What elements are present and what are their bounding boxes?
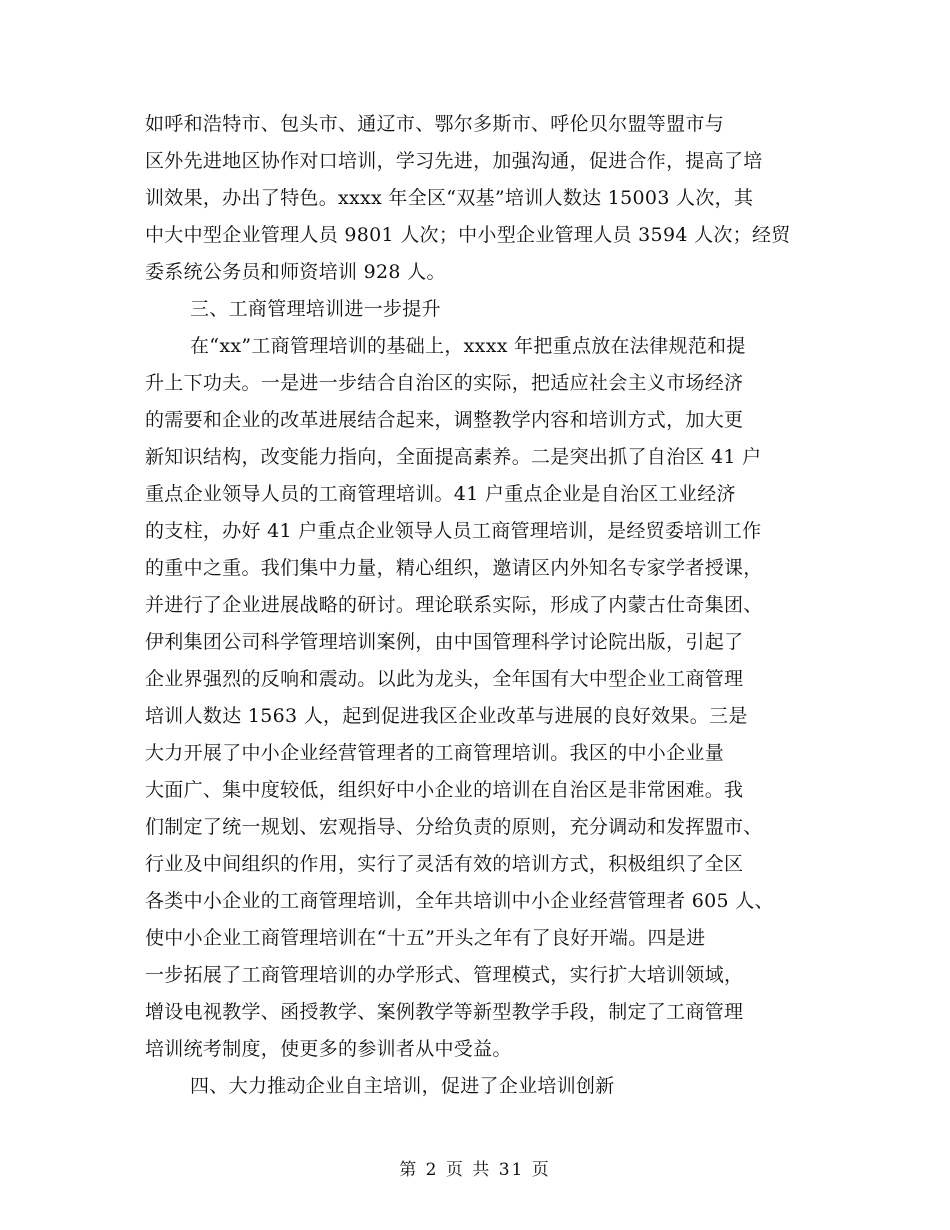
text-line: 的需要和企业的改革进展结合起来，调整教学内容和培训方式，加大更 [145,409,744,431]
text-line: 们制定了统一规划、宏观指导、分给负责的原则，充分调动和发挥盟市、 [145,816,763,838]
text-line: 并进行了企业进展战略的研讨。理论联系实际，形成了内蒙古仕奇集团、 [145,594,763,616]
text-line: 行业及中间组织的作用，实行了灵活有效的培训方式，积极组织了全区 [145,853,744,875]
section-heading: 四、大力推动企业自主培训，促进了企业培训创新 [190,1075,615,1097]
text-line: 一步拓展了工商管理培训的办学形式、管理模式，实行扩大培训领域， [145,964,744,986]
text-line: 新知识结构，改变能力指向，全面提高素养。二是突出抓了自治区 41 户 [145,446,762,468]
text-line: 企业界强烈的反响和震动。以此为龙头，全年国有大中型企业工商管理 [145,668,744,690]
text-line: 如呼和浩特市、包头市、通辽市、鄂尔多斯市、呼伦贝尔盟等盟市与 [145,113,725,135]
text-line: 在“xx”工商管理培训的基础上，xxxx 年把重点放在法律规范和提 [190,335,746,357]
text-line: 各类中小企业的工商管理培训，全年共培训中小企业经营管理者 605 人、 [145,890,774,912]
text-line: 升上下功夫。一是进一步结合自治区的实际，把适应社会主义市场经济 [145,372,744,394]
text-line: 重点企业领导人员的工商管理培训。41 户重点企业是自治区工业经济 [145,483,736,505]
text-line: 的支柱，办好 41 户重点企业领导人员工商管理培训，是经贸委培训工作 [145,520,762,542]
text-line: 伊利集团公司科学管理培训案例，由中国管理科学讨论院出版，引起了 [145,631,744,653]
text-line: 增设电视教学、函授教学、案例教学等新型教学手段，制定了工商管理 [145,1001,744,1023]
text-line: 大面广、集中度较低，组织好中小企业的培训在自治区是非常困难。我 [145,779,744,801]
page-number-footer: 第 2 页 共 31 页 [399,1160,551,1180]
text-line: 培训统考制度，使更多的参训者从中受益。 [145,1038,512,1060]
text-line: 训效果，办出了特色。xxxx 年全区“双基”培训人数达 15003 人次，其 [145,187,754,209]
text-line: 委系统公务员和师资培训 928 人。 [145,261,446,283]
text-line: 培训人数达 1563 人，起到促进我区企业改革与进展的良好效果。三是 [145,705,748,727]
text-line: 使中小企业工商管理培训在“十五”开头之年有了良好开端。四是进 [145,927,706,949]
section-heading: 三、工商管理培训进一步提升 [190,298,441,320]
text-line: 区外先进地区协作对口培训，学习先进，加强沟通，促进合作，提高了培 [145,150,763,172]
text-line: 的重中之重。我们集中力量，精心组织，邀请区内外知名专家学者授课， [145,557,763,579]
text-line: 中大中型企业管理人员 9801 人次；中小型企业管理人员 3594 人次；经贸 [145,224,791,246]
text-line: 大力开展了中小企业经营管理者的工商管理培训。我区的中小企业量 [145,742,725,764]
